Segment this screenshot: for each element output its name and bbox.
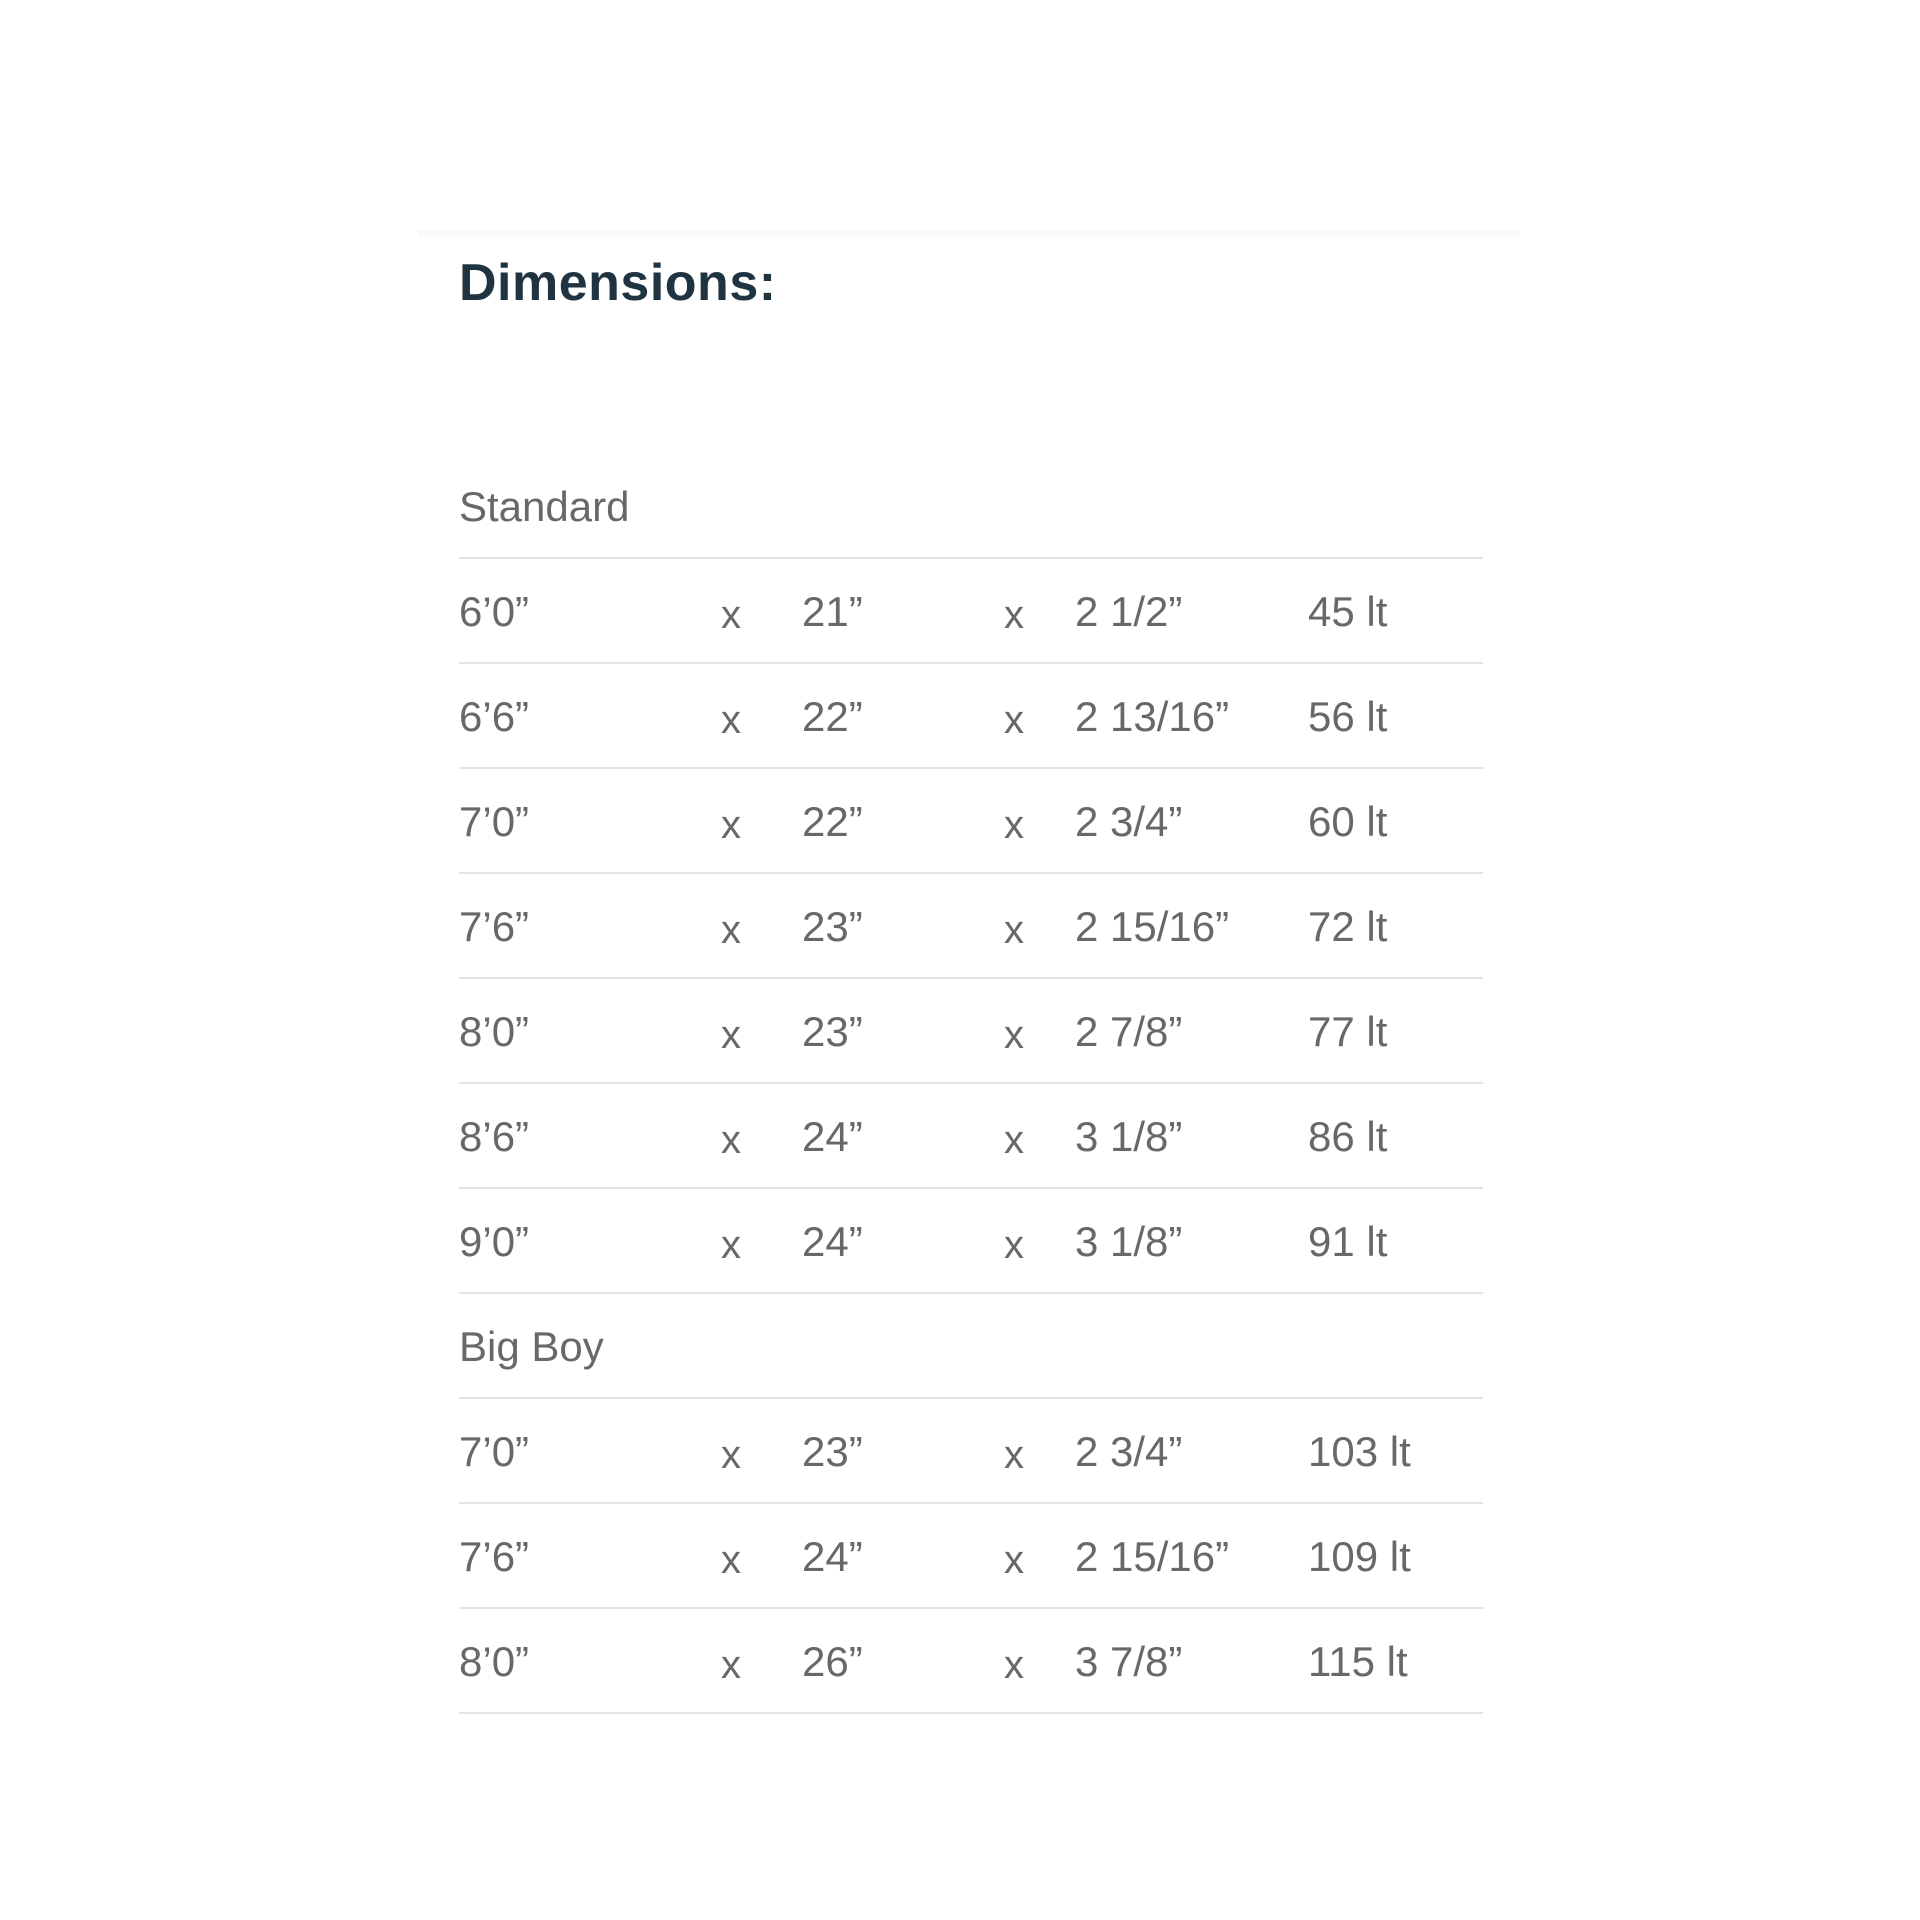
width-cell: 24” [802, 1218, 863, 1265]
length-cell: 6’6” [459, 693, 530, 740]
times-symbol: x [1004, 1538, 1024, 1582]
width-cell: 26” [802, 1638, 863, 1685]
width-cell: 23” [802, 1428, 863, 1475]
width-cell: 24” [802, 1533, 863, 1580]
table-row [459, 1504, 1483, 1609]
table-row [459, 769, 1483, 874]
length-cell: 7’6” [459, 1533, 530, 1580]
volume-cell: 103 lt [1308, 1428, 1411, 1475]
dimensions-table [459, 454, 1483, 1714]
volume-cell: 91 lt [1308, 1218, 1388, 1265]
times-symbol: x [721, 1223, 741, 1267]
times-symbol: x [721, 803, 741, 847]
times-symbol: x [1004, 803, 1024, 847]
table-row [459, 1399, 1483, 1504]
page-title: Dimensions: [459, 254, 777, 312]
times-symbol: x [1004, 1118, 1024, 1162]
thickness-cell: 2 3/4” [1075, 798, 1183, 845]
thickness-cell: 3 1/8” [1075, 1113, 1183, 1160]
length-cell: 7’0” [459, 798, 530, 845]
width-cell: 22” [802, 693, 863, 740]
times-symbol: x [721, 1538, 741, 1582]
table-row [459, 664, 1483, 769]
times-symbol: x [721, 593, 741, 637]
dimensions-panel [459, 240, 1483, 1714]
length-cell: 6’0” [459, 588, 530, 635]
volume-cell: 45 lt [1308, 588, 1388, 635]
length-cell: 9’0” [459, 1218, 530, 1265]
thickness-cell: 2 15/16” [1075, 1533, 1230, 1580]
thickness-cell: 2 15/16” [1075, 903, 1230, 950]
times-symbol: x [1004, 1643, 1024, 1687]
times-symbol: x [721, 698, 741, 742]
length-cell: 7’6” [459, 903, 530, 950]
times-symbol: x [721, 1643, 741, 1687]
volume-cell: 56 lt [1308, 693, 1388, 740]
volume-cell: 77 lt [1308, 1008, 1388, 1055]
section-header-standard [459, 454, 1483, 559]
times-symbol: x [1004, 1223, 1024, 1267]
times-symbol: x [721, 908, 741, 952]
volume-cell: 109 lt [1308, 1533, 1411, 1580]
volume-cell: 86 lt [1308, 1113, 1388, 1160]
table-row [459, 1189, 1483, 1294]
volume-cell: 60 lt [1308, 798, 1388, 845]
times-symbol: x [721, 1013, 741, 1057]
width-cell: 23” [802, 1008, 863, 1055]
width-cell: 24” [802, 1113, 863, 1160]
length-cell: 8’6” [459, 1113, 530, 1160]
times-symbol: x [1004, 1013, 1024, 1057]
width-cell: 21” [802, 588, 863, 635]
times-symbol: x [1004, 593, 1024, 637]
times-symbol: x [1004, 1433, 1024, 1477]
thickness-cell: 2 13/16” [1075, 693, 1230, 740]
width-cell: 23” [802, 903, 863, 950]
times-symbol: x [721, 1118, 741, 1162]
table-row [459, 1609, 1483, 1714]
table-row [459, 979, 1483, 1084]
thickness-cell: 3 7/8” [1075, 1638, 1183, 1685]
table-row [459, 1084, 1483, 1189]
volume-cell: 115 lt [1308, 1638, 1408, 1685]
length-cell: 8’0” [459, 1638, 530, 1685]
thickness-cell: 2 3/4” [1075, 1428, 1183, 1475]
section-header-big-boy [459, 1294, 1483, 1399]
volume-cell: 72 lt [1308, 903, 1388, 950]
times-symbol: x [1004, 698, 1024, 742]
thickness-cell: 2 1/2” [1075, 588, 1183, 635]
table-row [459, 874, 1483, 979]
times-symbol: x [721, 1433, 741, 1477]
table-row [459, 559, 1483, 664]
thickness-cell: 2 7/8” [1075, 1008, 1183, 1055]
length-cell: 8’0” [459, 1008, 530, 1055]
length-cell: 7’0” [459, 1428, 530, 1475]
times-symbol: x [1004, 908, 1024, 952]
thickness-cell: 3 1/8” [1075, 1218, 1183, 1265]
section-label: Big Boy [459, 1323, 604, 1370]
width-cell: 22” [802, 798, 863, 845]
section-label: Standard [459, 483, 630, 530]
